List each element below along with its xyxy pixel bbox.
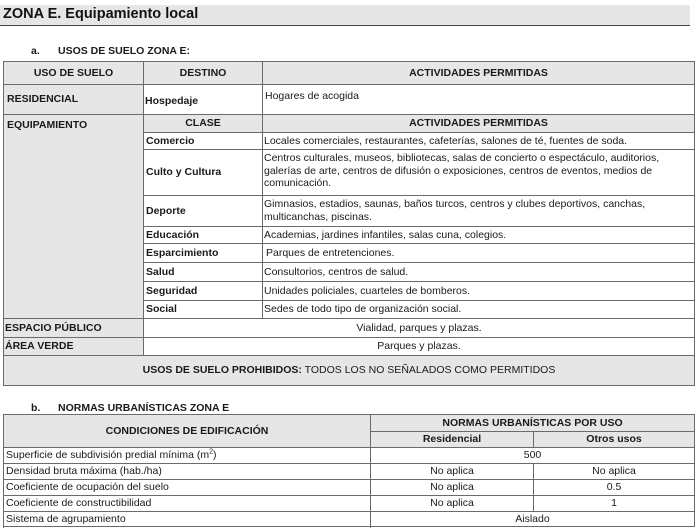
actividades-social: Sedes de todo tipo de organización social. [262,300,695,319]
condicion-agrupamiento: Sistema de agrupamiento [3,511,371,527]
uso-equipamiento: EQUIPAMIENTO [3,114,144,319]
page-title: ZONA E. Equipamiento local [3,6,199,22]
header-actividades: ACTIVIDADES PERMITIDAS [262,61,695,85]
condicion-superficie [3,447,371,464]
prohibited-uses-text: TODOS LOS NO SEÑALADOS COMO PERMITIDOS [301,364,556,377]
clase-esparcimiento: Esparcimiento [143,243,263,263]
clase-culto-cultura: Culto y Cultura [143,149,263,196]
zone-title-bar [0,5,690,26]
value-densidad-otros: No aplica [533,463,695,480]
header-normas-por-uso: NORMAS URBANÍSTICAS POR USO [370,414,695,432]
clase-comercio: Comercio [143,132,263,150]
condicion-superficie-text: Superficie de subdivisión predial mínima (m [6,449,210,462]
actividades-esparcimiento: Parques de entretenciones. [262,243,695,263]
uso-espacio-publico: ESPACIO PÚBLICO [3,318,144,338]
value-constructibilidad-otros: 1 [533,495,695,512]
actividades-area-verde: Parques y plazas. [143,337,695,356]
actividades-seguridad: Unidades policiales, cuarteles de bomberos. [262,281,695,301]
value-ocupacion-otros: 0.5 [533,479,695,496]
condicion-densidad: Densidad bruta máxima (hab./ha) [3,463,371,480]
superscript-2: 2 [209,448,213,456]
section-a-title: USOS DE SUELO ZONA E: [58,45,191,57]
header-otros-usos: Otros usos [533,431,695,448]
header-residencial: Residencial [370,431,534,448]
header-actividades-equipamiento: ACTIVIDADES PERMITIDAS [262,114,695,133]
section-b-title: NORMAS URBANÍSTICAS ZONA E [58,402,230,414]
section-a-number: a. [31,45,40,57]
actividades-comercio: Locales comerciales, restaurantes, cafeterías, salones de té, fuentes de soda. [262,132,695,150]
actividades-deporte: Gimnasios, estadios, saunas, baños turcos, centros y clubes deportivos, canchas, multicanchas, piscinas. [262,195,695,227]
clase-social: Social [143,300,263,319]
header-destino: DESTINO [143,61,263,85]
value-ocupacion-residencial: No aplica [370,479,534,496]
prohibited-uses-label: USOS DE SUELO PROHIBIDOS: [142,364,302,377]
header-uso-de-suelo: USO DE SUELO [3,61,144,85]
actividades-culto-cultura: Centros culturales, museos, bibliotecas, salas de concierto o espectáculo, auditorios, galerías de arte, centros de difusión o exposiciones, centros de eventos, medios de comunicación. [262,149,695,196]
clase-seguridad: Seguridad [143,281,263,301]
actividades-salud: Consultorios, centros de salud. [262,262,695,282]
condicion-constructibilidad: Coeficiente de constructibilidad [3,495,371,512]
condicion-superficie-close: ) [213,449,217,462]
uso-area-verde: ÁREA VERDE [3,337,144,356]
condicion-ocupacion: Coeficiente de ocupación del suelo [3,479,371,496]
actividades-hospedaje: Hogares de acogida [262,84,695,115]
value-agrupamiento: Aislado [370,511,695,527]
section-b-heading [31,402,229,414]
value-constructibilidad-residencial: No aplica [370,495,534,512]
header-clase: CLASE [143,114,263,133]
header-condiciones: CONDICIONES DE EDIFICACIÓN [3,414,371,448]
uso-residencial: RESIDENCIAL [3,84,144,115]
clase-deporte: Deporte [143,195,263,227]
section-b-number: b. [31,402,41,414]
prohibited-uses-row [3,355,695,386]
actividades-espacio-publico: Vialidad, parques y plazas. [143,318,695,338]
destino-hospedaje: Hospedaje [143,84,263,115]
value-superficie: 500 [370,447,695,464]
value-densidad-residencial: No aplica [370,463,534,480]
clase-educacion: Educación [143,226,263,244]
section-a-heading [31,45,190,57]
clase-salud: Salud [143,262,263,282]
actividades-educacion: Academias, jardines infantiles, salas cuna, colegios. [262,226,695,244]
